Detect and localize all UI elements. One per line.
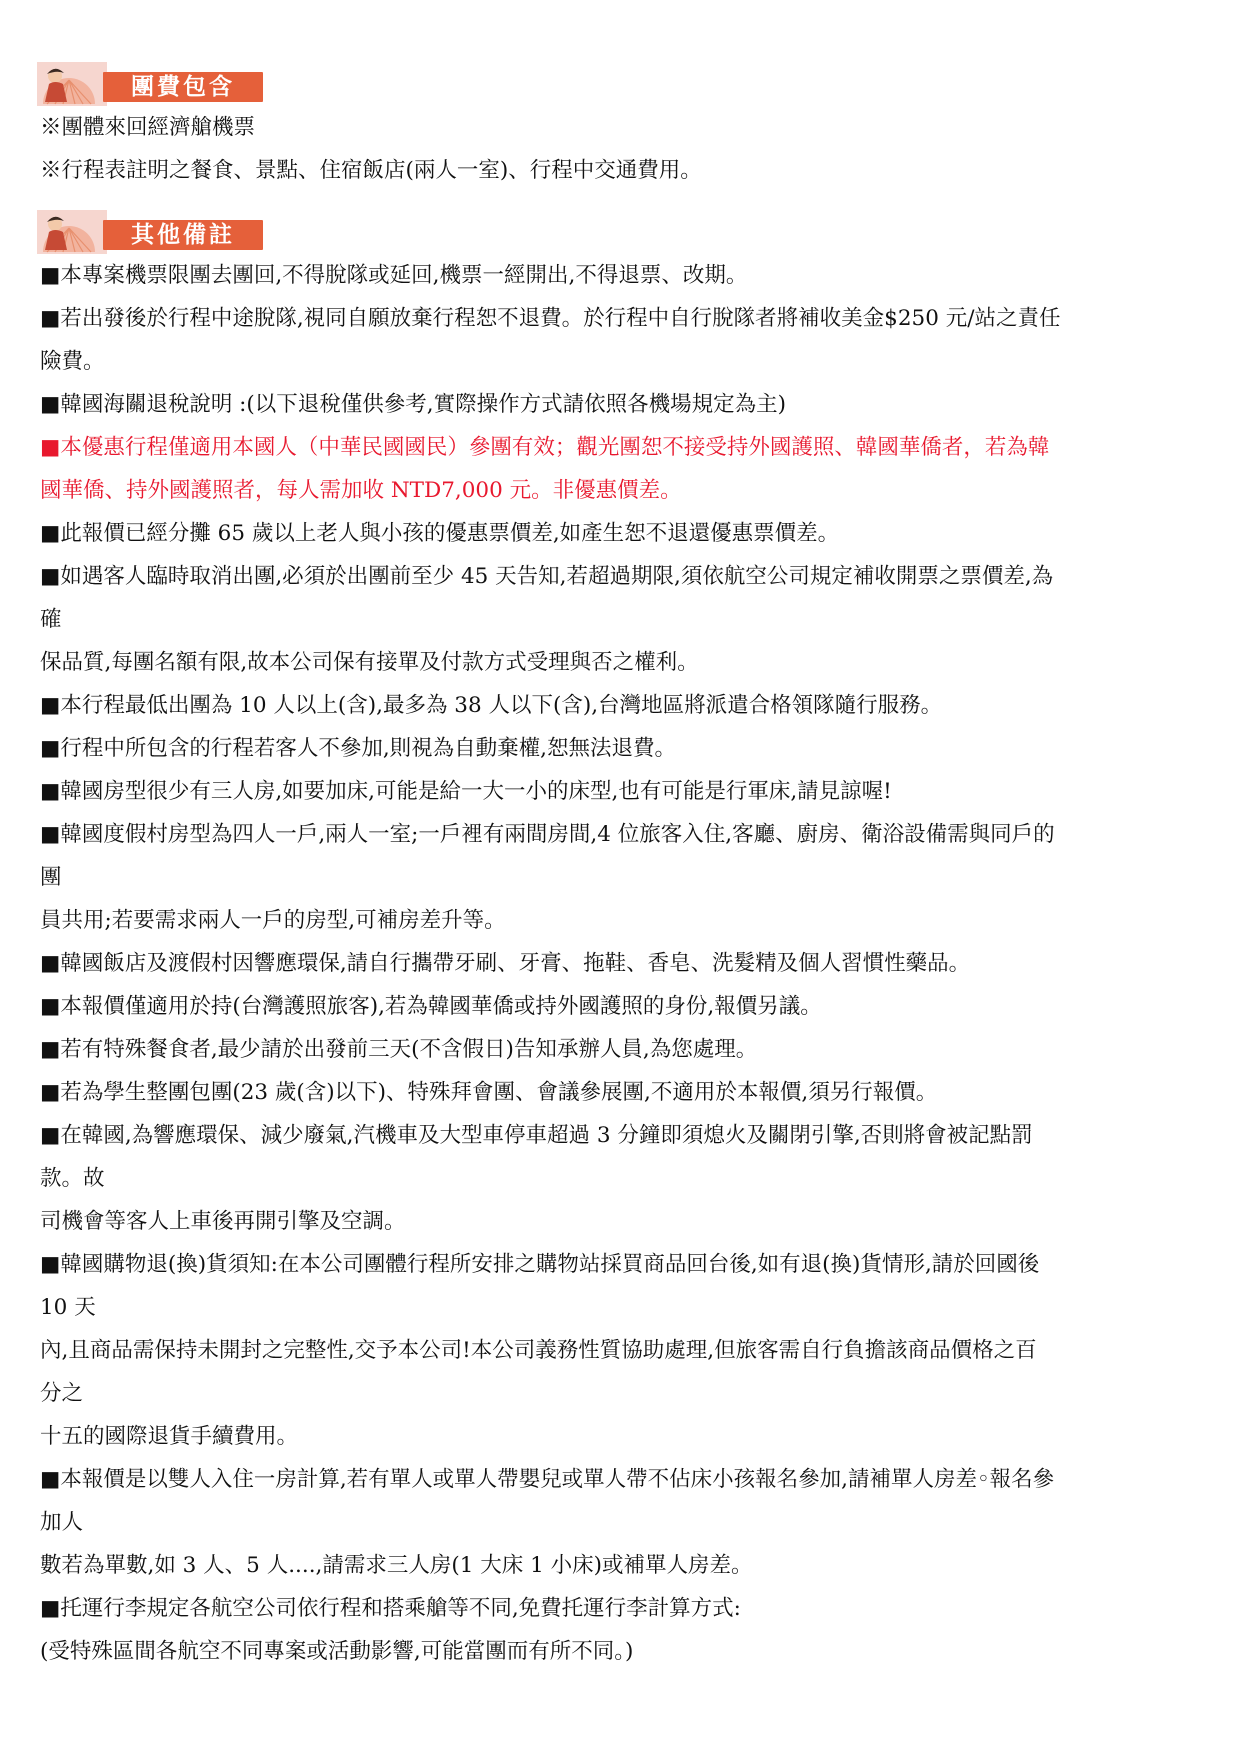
- note-line: 保品質,每團名額有限,故本公司保有接單及付款方式受理與否之權利。: [40, 650, 699, 675]
- note-line: ■本報價僅適用於持(台灣護照旅客),若為韓國華僑或持外國護照的身份,報價另議。: [40, 994, 822, 1019]
- note-line: ■在韓國,為響應環保、減少廢氣,汽機車及大型車停車超過 3 分鐘即須熄火及關閉引擎,否則將會被記點罰: [40, 1123, 1033, 1148]
- note-line: 分之: [40, 1381, 84, 1406]
- note-line: 團: [40, 865, 62, 890]
- note-line: ■韓國房型很少有三人房,如要加床,可能是給一大一小的床型,也有可能是行軍床,請見諒喔!: [40, 779, 892, 804]
- section-title: 團費包含: [131, 74, 235, 100]
- section-header-included: [37, 62, 263, 106]
- section-title: 其他備註: [131, 222, 235, 248]
- note-line: 司機會等客人上車後再開引擎及空調。: [40, 1209, 406, 1234]
- note-line: 加人: [40, 1510, 84, 1535]
- note-line: ■韓國飯店及渡假村因響應環保,請自行攜帶牙刷、牙膏、拖鞋、香皂、洗髮精及個人習慣性藥品。: [40, 951, 971, 976]
- note-line-highlight: 國華僑、持外國護照者，每人需加收 NTD7,000 元。非優惠價差。: [40, 478, 682, 503]
- note-line: ■此報價已經分攤 65 歲以上老人與小孩的優惠票價差,如產生恕不退還優惠票價差。: [40, 521, 840, 546]
- note-line: ■韓國度假村房型為四人一戶,兩人一室;一戶裡有兩間房間,4 位旅客入住,客廳、廚房、衛浴設備需與同戶的: [40, 822, 1055, 847]
- included-line: ※行程表註明之餐食、景點、住宿飯店(兩人一室)、行程中交通費用。: [40, 158, 702, 183]
- note-line: 確: [40, 607, 62, 632]
- note-line: 款。故: [40, 1166, 105, 1191]
- note-line: ■如遇客人臨時取消出團,必須於出團前至少 45 天告知,若超過期限,須依航空公司規定補收開票之票價差,為: [40, 564, 1054, 589]
- note-line: ■本專案機票限團去團回,不得脫隊或延回,機票一經開出,不得退票、改期。: [40, 263, 748, 288]
- note-line: ■若有特殊餐食者,最少請於出發前三天(不含假日)告知承辦人員,為您處理。: [40, 1037, 758, 1062]
- note-line: 員共用;若要需求兩人一戶的房型,可補房差升等。: [40, 908, 506, 933]
- note-line: (受特殊區間各航空不同專案或活動影響,可能當團而有所不同。): [40, 1639, 634, 1664]
- document-page: [40, 62, 1210, 1673]
- included-line: ※團體來回經濟艙機票: [40, 115, 256, 140]
- note-line: ■本報價是以雙人入住一房計算,若有單人或單人帶嬰兒或單人帶不佔床小孩報名參加,請補單人房差◦報名參: [40, 1467, 1055, 1492]
- note-line-highlight: ■本優惠行程僅適用本國人（中華民國國民）參團有效；觀光團恕不接受持外國護照、韓國華僑者，若為韓: [40, 435, 1050, 460]
- note-line: 險費。: [40, 349, 105, 374]
- section-header-notes: [37, 210, 263, 254]
- note-line: ■若為學生整團包團(23 歲(含)以下)、特殊拜會團、會議參展團,不適用於本報價,須另行報價。: [40, 1080, 938, 1105]
- note-line: ■托運行李規定各航空公司依行程和搭乘艙等不同,免費托運行李計算方式:: [40, 1596, 741, 1621]
- note-line: 10 天: [40, 1295, 96, 1320]
- note-line: 內,且商品需保持未開封之完整性,交予本公司!本公司義務性質協助處理,但旅客需自行負擔該商品價格之百: [40, 1338, 1037, 1363]
- note-line: 十五的國際退貨手續費用。: [40, 1424, 299, 1449]
- note-line: ■若出發後於行程中途脫隊,視同自願放棄行程恕不退費。於行程中自行脫隊者將補收美金$250 元/站之責任: [40, 306, 1061, 331]
- note-line: ■本行程最低出團為 10 人以上(含),最多為 38 人以下(含),台灣地區將派遣合格領隊隨行服務。: [40, 693, 943, 718]
- note-line: 數若為單數,如 3 人、5 人....,請需求三人房(1 大床 1 小床)或補單人房差。: [40, 1553, 753, 1578]
- section-gap: [40, 192, 1210, 210]
- note-line: ■行程中所包含的行程若客人不參加,則視為自動棄權,恕無法退費。: [40, 736, 676, 761]
- note-line: ■韓國海關退稅說明 :(以下退稅僅供參考,實際操作方式請依照各機場規定為主): [40, 392, 787, 417]
- note-line: ■韓國購物退(換)貨須知:在本公司團體行程所安排之購物站採買商品回台後,如有退(換)貨情形,請於回國後: [40, 1252, 1040, 1277]
